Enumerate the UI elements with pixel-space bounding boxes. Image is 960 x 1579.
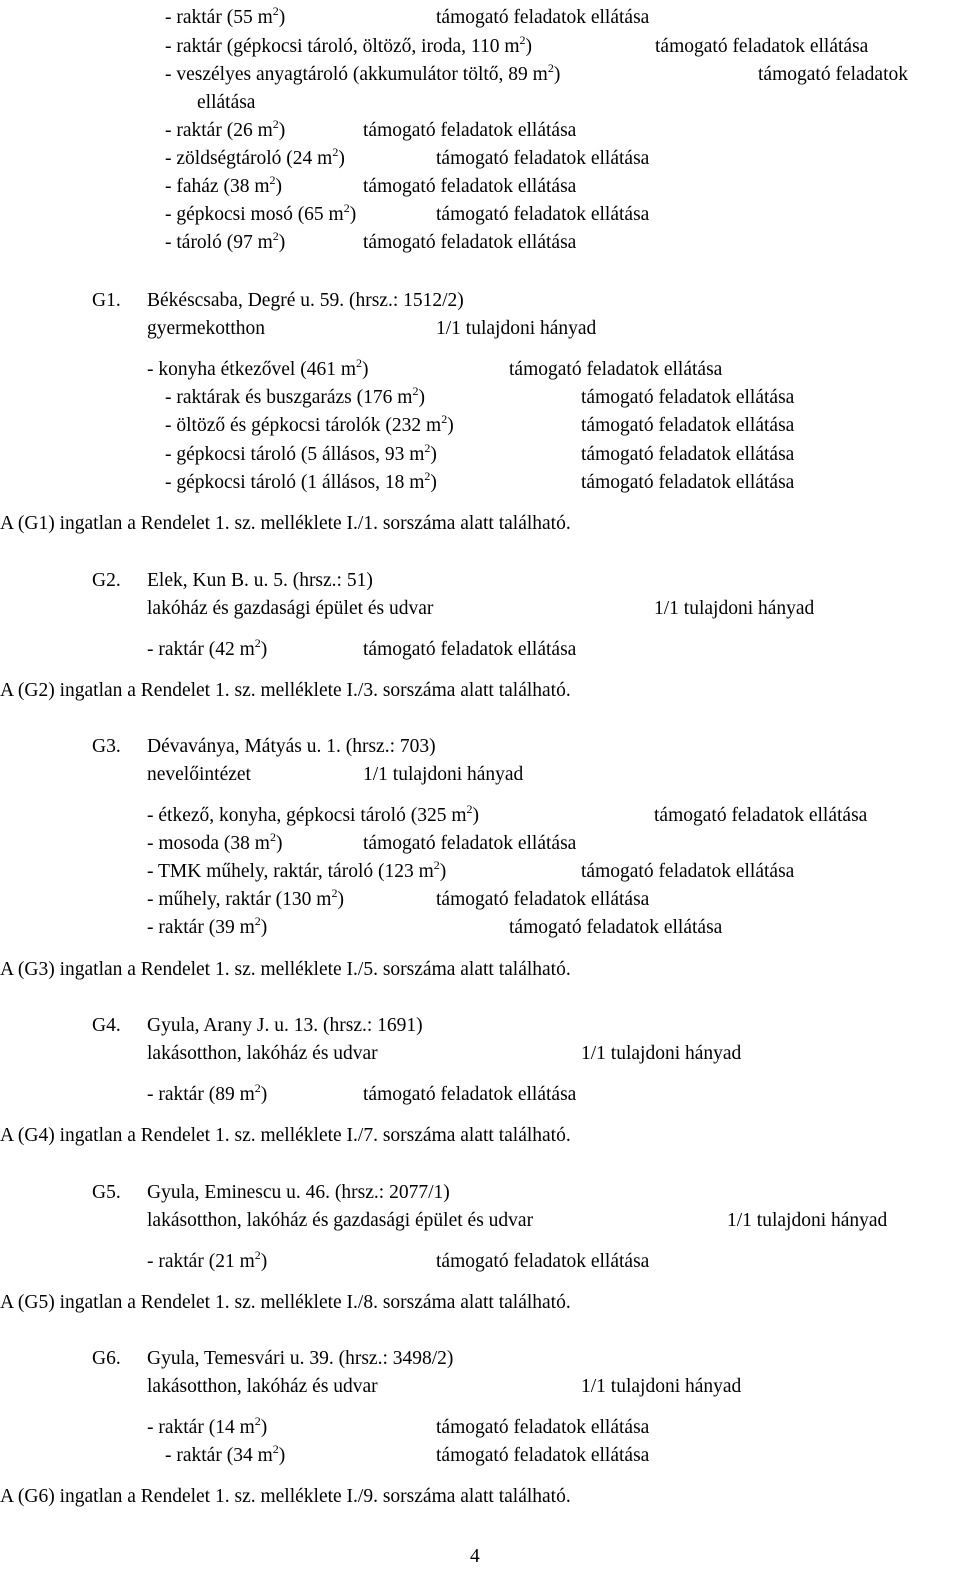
item-task: támogató feladatok ellátása xyxy=(436,7,650,28)
list-item xyxy=(165,117,286,141)
item-name: - mosoda (38 m xyxy=(147,833,270,854)
item-close: ) xyxy=(553,64,561,85)
item-close: ) xyxy=(260,917,268,938)
superscript: 2 xyxy=(441,412,448,426)
list-item xyxy=(165,441,437,465)
item-close: ) xyxy=(349,204,357,225)
item-task: támogató feladatok ellátása xyxy=(581,861,795,882)
superscript: 2 xyxy=(254,1414,261,1428)
list-item xyxy=(147,914,268,938)
section-address: Dévaványa, Mátyás u. 1. (hrsz.: 703) xyxy=(147,736,436,757)
superscript: 2 xyxy=(272,4,279,18)
superscript: 2 xyxy=(332,145,339,159)
section-id: G5. xyxy=(92,1182,121,1203)
item-name: - TMK műhely, raktár, tároló (123 m xyxy=(147,861,434,882)
item-name: - raktár (26 m xyxy=(165,120,273,141)
property-use: lakásotthon, lakóház és udvar xyxy=(147,1376,378,1397)
ownership-share: 1/1 tulajdoni hányad xyxy=(727,1210,888,1231)
item-task: támogató feladatok ellátása xyxy=(509,359,723,380)
superscript: 2 xyxy=(433,858,440,872)
list-item xyxy=(147,1248,268,1272)
list-item xyxy=(165,33,533,57)
item-close: ) xyxy=(278,232,286,253)
list-item xyxy=(165,145,345,169)
item-task-continuation: ellátása xyxy=(197,92,256,113)
property-use: nevelőintézet xyxy=(147,764,251,785)
section-id: G1. xyxy=(92,290,121,311)
superscript: 2 xyxy=(547,61,554,75)
item-task: támogató feladatok ellátása xyxy=(436,889,650,910)
superscript: 2 xyxy=(269,830,276,844)
section-id: G6. xyxy=(92,1348,121,1369)
section-note: A (G2) ingatlan a Rendelet 1. sz. melléklete I./3. sorszáma alatt található. xyxy=(0,680,571,701)
list-item xyxy=(165,61,561,85)
item-name: - gépkocsi mosó (65 m xyxy=(165,204,344,225)
section-note: A (G5) ingatlan a Rendelet 1. sz. melléklete I./8. sorszáma alatt található. xyxy=(0,1292,571,1313)
item-task: támogató feladatok ellátása xyxy=(509,917,723,938)
superscript: 2 xyxy=(466,802,473,816)
item-close: ) xyxy=(430,444,437,465)
superscript: 2 xyxy=(272,229,279,243)
item-close: ) xyxy=(275,833,283,854)
item-close: ) xyxy=(260,1417,268,1438)
list-item xyxy=(147,886,344,910)
item-task: támogató feladatok ellátása xyxy=(436,1417,650,1438)
superscript: 2 xyxy=(269,173,276,187)
superscript: 2 xyxy=(343,201,350,215)
superscript: 2 xyxy=(412,384,419,398)
item-name: - faház (38 m xyxy=(165,176,270,197)
section-address: Gyula, Eminescu u. 46. (hrsz.: 2077/1) xyxy=(147,1182,450,1203)
item-task: támogató feladatok ellátása xyxy=(436,1251,650,1272)
item-name: - műhely, raktár (130 m xyxy=(147,889,332,910)
superscript: 2 xyxy=(272,1442,279,1456)
item-task: támogató feladatok ellátása xyxy=(436,204,650,225)
item-name: - étkező, konyha, gépkocsi tároló (325 m xyxy=(147,805,467,826)
superscript: 2 xyxy=(272,117,279,131)
item-close: ) xyxy=(418,387,425,408)
item-close: ) xyxy=(260,1084,268,1105)
section-address: Elek, Kun B. u. 5. (hrsz.: 51) xyxy=(147,570,373,591)
superscript: 2 xyxy=(519,33,526,47)
ownership-share: 1/1 tulajdoni hányad xyxy=(581,1376,742,1397)
item-task: támogató feladatok ellátása xyxy=(363,120,577,141)
section-address: Gyula, Temesvári u. 39. (hrsz.: 3498/2) xyxy=(147,1348,454,1369)
section-address: Békéscsaba, Degré u. 59. (hrsz.: 1512/2) xyxy=(147,290,464,311)
item-name: - raktár (55 m xyxy=(165,7,273,28)
property-use: lakóház és gazdasági épület és udvar xyxy=(147,598,434,619)
item-task: támogató feladatok ellátása xyxy=(436,1445,650,1466)
ownership-share: 1/1 tulajdoni hányad xyxy=(436,318,597,339)
item-name: - konyha étkezővel (461 m xyxy=(147,359,357,380)
superscript: 2 xyxy=(356,356,363,370)
section-note: A (G3) ingatlan a Rendelet 1. sz. melléklete I./5. sorszáma alatt található. xyxy=(0,959,571,980)
property-use: lakásotthon, lakóház és gazdasági épület és udvar xyxy=(147,1210,534,1231)
section-id: G3. xyxy=(92,736,121,757)
list-item xyxy=(147,1414,268,1438)
superscript: 2 xyxy=(424,441,431,455)
ownership-share: 1/1 tulajdoni hányad xyxy=(363,764,524,785)
property-use: gyermekotthon xyxy=(147,318,266,339)
list-item xyxy=(165,412,454,436)
item-close: ) xyxy=(430,472,437,493)
section-address: Gyula, Arany J. u. 13. (hrsz.: 1691) xyxy=(147,1015,423,1036)
item-task: támogató feladatok ellátása xyxy=(581,444,795,465)
item-task: támogató feladatok xyxy=(758,64,908,85)
list-item xyxy=(147,830,283,854)
item-name: - gépkocsi tároló (5 állásos, 93 m xyxy=(165,444,425,465)
item-close: ) xyxy=(472,805,479,826)
item-close: ) xyxy=(260,639,268,660)
superscript: 2 xyxy=(254,636,261,650)
item-close: ) xyxy=(525,36,533,57)
superscript: 2 xyxy=(254,1248,261,1262)
item-name: - raktár (14 m xyxy=(147,1417,255,1438)
item-name: - raktárak és buszgarázs (176 m xyxy=(165,387,413,408)
page-number: 4 xyxy=(470,1546,480,1567)
list-item xyxy=(147,802,479,826)
item-close: ) xyxy=(260,1251,268,1272)
superscript: 2 xyxy=(424,469,431,483)
item-name: - raktár (42 m xyxy=(147,639,255,660)
item-close: ) xyxy=(337,889,344,910)
list-item xyxy=(165,229,286,253)
superscript: 2 xyxy=(331,886,338,900)
item-task: támogató feladatok ellátása xyxy=(581,472,795,493)
item-name: - raktár (21 m xyxy=(147,1251,255,1272)
item-close: ) xyxy=(278,1445,286,1466)
list-item xyxy=(147,858,447,882)
list-item xyxy=(147,356,369,380)
item-close: ) xyxy=(447,415,454,436)
item-name: - raktár (89 m xyxy=(147,1084,255,1105)
superscript: 2 xyxy=(254,914,261,928)
item-task: támogató feladatok ellátása xyxy=(581,387,795,408)
item-close: ) xyxy=(278,120,286,141)
item-name: - raktár (gépkocsi tároló, öltöző, iroda, 110 m xyxy=(165,36,520,57)
superscript: 2 xyxy=(254,1081,261,1095)
section-id: G2. xyxy=(92,570,121,591)
list-item xyxy=(147,1081,268,1105)
item-close: ) xyxy=(338,148,345,169)
item-close: ) xyxy=(362,359,369,380)
list-item xyxy=(165,173,282,197)
item-name: - tároló (97 m xyxy=(165,232,273,253)
section-note: A (G6) ingatlan a Rendelet 1. sz. melléklete I./9. sorszáma alatt található. xyxy=(0,1486,571,1507)
item-name: - öltöző és gépkocsi tárolók (232 m xyxy=(165,415,442,436)
item-close: ) xyxy=(275,176,282,197)
item-task: támogató feladatok ellátása xyxy=(363,833,577,854)
item-name: - raktár (34 m xyxy=(165,1445,273,1466)
list-item xyxy=(165,1442,286,1466)
item-task: támogató feladatok ellátása xyxy=(363,1084,577,1105)
item-task: támogató feladatok ellátása xyxy=(581,415,795,436)
list-item xyxy=(165,469,437,493)
item-close: ) xyxy=(278,7,286,28)
item-task: támogató feladatok ellátása xyxy=(363,232,577,253)
list-item xyxy=(147,636,268,660)
item-close: ) xyxy=(439,861,447,882)
list-item xyxy=(165,4,286,28)
section-id: G4. xyxy=(92,1015,121,1036)
property-use: lakásotthon, lakóház és udvar xyxy=(147,1043,378,1064)
section-note: A (G4) ingatlan a Rendelet 1. sz. melléklete I./7. sorszáma alatt található. xyxy=(0,1125,571,1146)
item-task: támogató feladatok ellátása xyxy=(436,148,650,169)
item-task: támogató feladatok ellátása xyxy=(654,805,868,826)
ownership-share: 1/1 tulajdoni hányad xyxy=(581,1043,742,1064)
item-name: - zöldségtároló (24 m xyxy=(165,148,333,169)
item-task: támogató feladatok ellátása xyxy=(363,639,577,660)
section-note: A (G1) ingatlan a Rendelet 1. sz. melléklete I./1. sorszáma alatt található. xyxy=(0,513,571,534)
item-name: - gépkocsi tároló (1 állásos, 18 m xyxy=(165,472,425,493)
item-task: támogató feladatok ellátása xyxy=(363,176,577,197)
item-name: - raktár (39 m xyxy=(147,917,255,938)
item-task: támogató feladatok ellátása xyxy=(655,36,869,57)
item-name: - veszélyes anyagtároló (akkumulátor töltő, 89 m xyxy=(165,64,548,85)
list-item xyxy=(165,201,357,225)
ownership-share: 1/1 tulajdoni hányad xyxy=(654,598,815,619)
list-item xyxy=(165,384,425,408)
